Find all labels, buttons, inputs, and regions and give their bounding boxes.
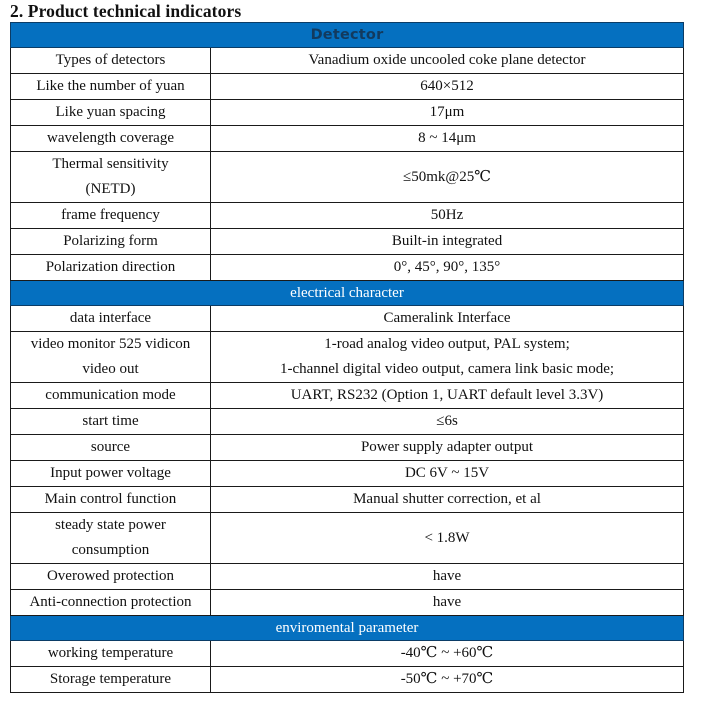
parameter-name: data interface xyxy=(69,310,152,326)
parameter-value: 1-channel digital video output, camera link basic mode; xyxy=(279,361,615,377)
parameter-name-cell xyxy=(11,435,211,461)
section-header-electrical-character xyxy=(11,281,684,306)
parameter-value: 8 ~ 14μm xyxy=(418,130,476,146)
table-row xyxy=(11,383,684,409)
table-row xyxy=(11,564,684,590)
parameter-value-cell xyxy=(211,667,684,693)
section-heading: electrical character xyxy=(11,281,684,306)
parameter-value-cell xyxy=(211,74,684,100)
parameter-value: < 1.8W xyxy=(424,529,470,546)
parameter-name: frame frequency xyxy=(61,207,160,223)
table-row xyxy=(11,641,684,667)
parameter-value: ≤50mk@25℃ xyxy=(403,168,491,185)
parameter-value: Built-in integrated xyxy=(391,233,503,249)
parameter-value: have xyxy=(432,594,462,610)
section-header-enviromental-parameter xyxy=(11,616,684,641)
table-row xyxy=(11,667,684,693)
parameter-value-cell xyxy=(211,203,684,229)
table-row xyxy=(11,306,684,332)
parameter-value-cell xyxy=(211,383,684,409)
table-row xyxy=(11,332,684,383)
parameter-name-cell xyxy=(11,152,211,203)
table-row xyxy=(11,409,684,435)
table-row xyxy=(11,435,684,461)
parameter-name: Storage temperature xyxy=(49,671,172,687)
parameter-name: Polarizing form xyxy=(63,233,158,249)
parameter-value: 0°, 45°, 90°, 135° xyxy=(393,259,501,275)
parameter-value-cell xyxy=(211,100,684,126)
parameter-name: Main control function xyxy=(44,491,177,507)
parameter-name-cell xyxy=(11,590,211,616)
parameter-name: Types of detectors xyxy=(55,52,166,68)
parameter-name-cell xyxy=(11,126,211,152)
parameter-name-cell xyxy=(11,564,211,590)
parameter-value-cell xyxy=(211,332,684,383)
table-row xyxy=(11,100,684,126)
parameter-name: Like the number of yuan xyxy=(36,78,185,94)
parameter-value-cell xyxy=(211,487,684,513)
parameter-name: wavelength coverage xyxy=(46,130,175,146)
section-header-detector xyxy=(11,23,684,48)
parameter-name: (NETD) xyxy=(85,181,136,197)
parameter-value: 17μm xyxy=(429,104,465,120)
parameter-name-cell xyxy=(11,48,211,74)
parameter-name: Anti-connection protection xyxy=(29,594,192,610)
parameter-value: UART, RS232 (Option 1, UART default level 3.3V) xyxy=(290,387,604,403)
section-heading: enviromental parameter xyxy=(11,616,684,641)
parameter-value-cell xyxy=(211,564,684,590)
table-row xyxy=(11,590,684,616)
technical-indicators-table xyxy=(10,22,684,693)
parameter-name-cell xyxy=(11,203,211,229)
parameter-name-cell xyxy=(11,332,211,383)
parameter-value-cell xyxy=(211,590,684,616)
parameter-name-cell xyxy=(11,306,211,332)
parameter-value-cell xyxy=(211,641,684,667)
parameter-name-cell xyxy=(11,383,211,409)
parameter-name-cell xyxy=(11,487,211,513)
table-row xyxy=(11,461,684,487)
parameter-name-cell xyxy=(11,641,211,667)
table-row xyxy=(11,203,684,229)
parameter-value: Cameralink Interface xyxy=(383,310,511,326)
parameter-name: Input power voltage xyxy=(50,465,171,481)
parameter-value-cell xyxy=(211,152,684,203)
parameter-name: Overowed protection xyxy=(46,568,175,584)
parameter-name-cell xyxy=(11,667,211,693)
parameter-name-cell xyxy=(11,461,211,487)
parameter-name: source xyxy=(90,439,131,455)
parameter-value-cell xyxy=(211,435,684,461)
parameter-value: 50Hz xyxy=(430,207,464,223)
parameter-name: video out xyxy=(82,361,139,377)
parameter-value-cell xyxy=(211,126,684,152)
table-row xyxy=(11,255,684,281)
section-heading: Detector xyxy=(11,23,684,48)
table-body xyxy=(11,23,684,693)
parameter-name: Polarization direction xyxy=(45,259,176,275)
table-row xyxy=(11,48,684,74)
parameter-value: Power supply adapter output xyxy=(360,439,534,455)
parameter-name-cell xyxy=(11,513,211,564)
parameter-value: -40℃ ~ +60℃ xyxy=(400,645,494,661)
parameter-name: consumption xyxy=(71,542,150,558)
parameter-value-cell xyxy=(211,306,684,332)
table-row xyxy=(11,74,684,100)
parameter-value-cell xyxy=(211,513,684,564)
parameter-value: Manual shutter correction, et al xyxy=(353,491,541,507)
parameter-name-cell xyxy=(11,229,211,255)
parameter-value-cell xyxy=(211,48,684,74)
table-row xyxy=(11,487,684,513)
parameter-name: video monitor 525 vidicon xyxy=(30,336,191,352)
parameter-name: communication mode xyxy=(45,387,176,403)
parameter-value: -50℃ ~ +70℃ xyxy=(400,671,494,687)
parameter-value: Vanadium oxide uncooled coke plane detector xyxy=(308,52,586,68)
parameter-name: Thermal sensitivity xyxy=(52,156,169,172)
parameter-name-cell xyxy=(11,100,211,126)
parameter-name: steady state power xyxy=(55,517,166,533)
parameter-name-cell xyxy=(11,409,211,435)
table-row xyxy=(11,513,684,564)
parameter-value: DC 6V ~ 15V xyxy=(404,465,490,481)
parameter-value-cell xyxy=(211,229,684,255)
parameter-name-cell xyxy=(11,255,211,281)
parameter-value-cell xyxy=(211,255,684,281)
table-row xyxy=(11,229,684,255)
parameter-value-cell xyxy=(211,409,684,435)
parameter-name: start time xyxy=(82,413,139,429)
parameter-name-cell xyxy=(11,74,211,100)
table-row xyxy=(11,126,684,152)
table-row xyxy=(11,152,684,203)
parameter-value: 1-road analog video output, PAL system; xyxy=(324,336,570,352)
parameter-name: Like yuan spacing xyxy=(55,104,166,120)
parameter-value: 640×512 xyxy=(420,78,474,94)
parameter-value: ≤6s xyxy=(436,413,458,429)
section-title: 2. Product technical indicators xyxy=(10,1,242,21)
parameter-name: working temperature xyxy=(47,645,174,661)
parameter-value: have xyxy=(432,568,462,584)
parameter-value-cell xyxy=(211,461,684,487)
